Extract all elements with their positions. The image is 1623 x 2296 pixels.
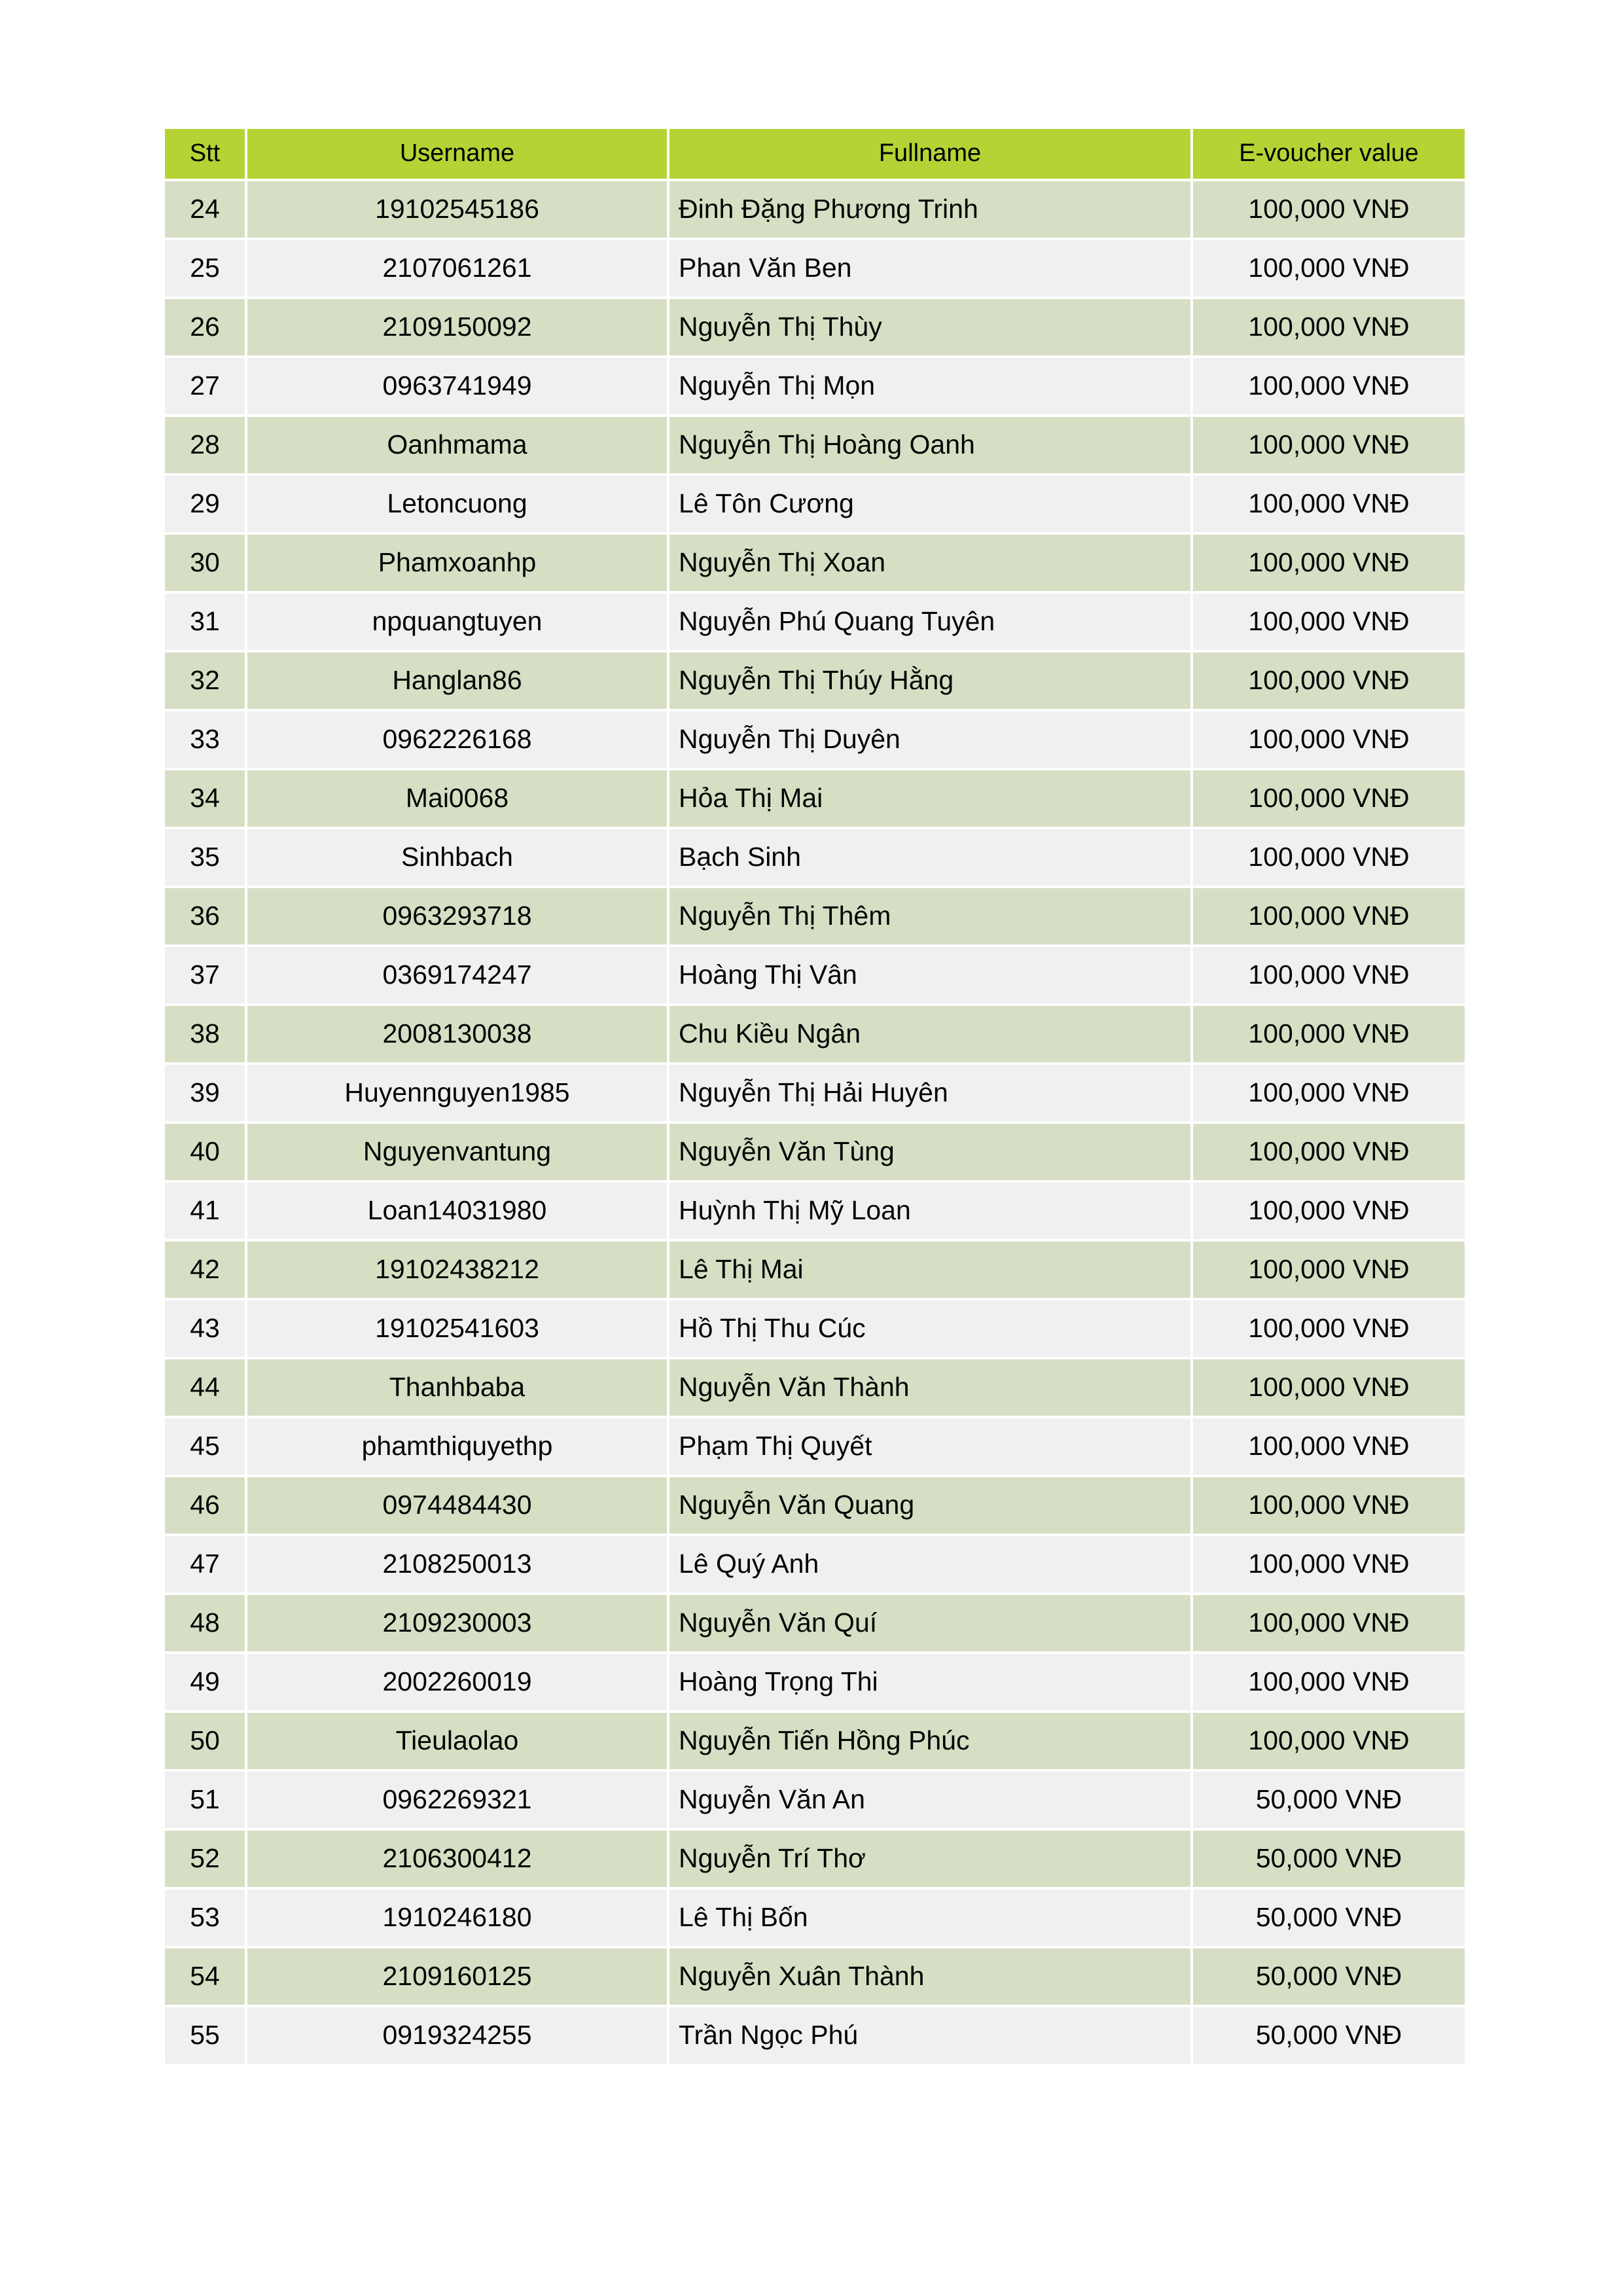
cell-voucher: 100,000 VNĐ [1193, 888, 1465, 944]
cell-username: Mai0068 [247, 770, 667, 827]
cell-fullname: Lê Thị Mai [669, 1242, 1190, 1298]
table-row [165, 653, 1465, 709]
cell-fullname: Lê Thị Bốn [669, 1890, 1190, 1946]
cell-stt: 49 [165, 1654, 245, 1710]
cell-voucher: 50,000 VNĐ [1193, 1772, 1465, 1828]
cell-fullname: Nguyễn Xuân Thành [669, 1948, 1190, 2005]
cell-stt: 44 [165, 1359, 245, 1416]
cell-username: 2002260019 [247, 1654, 667, 1710]
table-row [165, 1300, 1465, 1357]
table-row [165, 1242, 1465, 1298]
cell-voucher: 100,000 VNĐ [1193, 358, 1465, 414]
cell-username: 19102541603 [247, 1300, 667, 1357]
cell-voucher: 100,000 VNĐ [1193, 1183, 1465, 1239]
cell-username: 0974484430 [247, 1477, 667, 1534]
table-row [165, 1948, 1465, 2005]
cell-username: 0963741949 [247, 358, 667, 414]
cell-username: 2109230003 [247, 1595, 667, 1651]
cell-voucher: 100,000 VNĐ [1193, 1654, 1465, 1710]
cell-username: Nguyenvantung [247, 1124, 667, 1180]
cell-fullname: Hỏa Thị Mai [669, 770, 1190, 827]
cell-username: 2108250013 [247, 1536, 667, 1592]
cell-username: Huyennguyen1985 [247, 1065, 667, 1121]
table-row [165, 417, 1465, 473]
cell-username: Loan14031980 [247, 1183, 667, 1239]
cell-username: 0369174247 [247, 947, 667, 1003]
cell-voucher: 100,000 VNĐ [1193, 1595, 1465, 1651]
cell-stt: 28 [165, 417, 245, 473]
cell-voucher: 100,000 VNĐ [1193, 1359, 1465, 1416]
cell-voucher: 50,000 VNĐ [1193, 1831, 1465, 1887]
table-row [165, 358, 1465, 414]
cell-voucher: 50,000 VNĐ [1193, 2007, 1465, 2064]
cell-username: Oanhmama [247, 417, 667, 473]
cell-voucher: 100,000 VNĐ [1193, 1536, 1465, 1592]
cell-fullname: Nguyễn Thị Thùy [669, 299, 1190, 355]
cell-voucher: 50,000 VNĐ [1193, 1948, 1465, 2005]
cell-stt: 35 [165, 829, 245, 886]
table-header [165, 129, 1465, 179]
cell-username: 19102438212 [247, 1242, 667, 1298]
cell-username: Thanhbaba [247, 1359, 667, 1416]
table-row [165, 770, 1465, 827]
cell-stt: 46 [165, 1477, 245, 1534]
cell-username: phamthiquyethp [247, 1418, 667, 1475]
table-row [165, 535, 1465, 591]
cell-voucher: 100,000 VNĐ [1193, 594, 1465, 650]
cell-stt: 24 [165, 181, 245, 238]
cell-username: 1910246180 [247, 1890, 667, 1946]
cell-fullname: Nguyễn Thị Hoàng Oanh [669, 417, 1190, 473]
cell-stt: 31 [165, 594, 245, 650]
cell-username: 0962226168 [247, 711, 667, 768]
cell-username: Hanglan86 [247, 653, 667, 709]
cell-stt: 53 [165, 1890, 245, 1946]
cell-stt: 42 [165, 1242, 245, 1298]
cell-stt: 37 [165, 947, 245, 1003]
cell-username: 2109160125 [247, 1948, 667, 2005]
cell-voucher: 100,000 VNĐ [1193, 476, 1465, 532]
cell-fullname: Nguyễn Tiến Hồng Phúc [669, 1713, 1190, 1769]
table-row [165, 594, 1465, 650]
cell-fullname: Phạm Thị Quyết [669, 1418, 1190, 1475]
voucher-table-container [162, 126, 1465, 2066]
column-header-voucher: E-voucher value [1193, 129, 1465, 179]
cell-voucher: 100,000 VNĐ [1193, 1242, 1465, 1298]
table-row [165, 1595, 1465, 1651]
table-row [165, 476, 1465, 532]
cell-stt: 32 [165, 653, 245, 709]
cell-fullname: Nguyễn Văn Tùng [669, 1124, 1190, 1180]
cell-fullname: Nguyễn Văn An [669, 1772, 1190, 1828]
cell-stt: 43 [165, 1300, 245, 1357]
cell-stt: 34 [165, 770, 245, 827]
cell-voucher: 100,000 VNĐ [1193, 947, 1465, 1003]
cell-fullname: Lê Quý Anh [669, 1536, 1190, 1592]
cell-username: 0962269321 [247, 1772, 667, 1828]
cell-voucher: 100,000 VNĐ [1193, 240, 1465, 296]
cell-fullname: Nguyễn Văn Quang [669, 1477, 1190, 1534]
cell-fullname: Nguyễn Văn Thành [669, 1359, 1190, 1416]
cell-stt: 51 [165, 1772, 245, 1828]
table-header-row [165, 129, 1465, 179]
table-row [165, 1183, 1465, 1239]
table-row [165, 888, 1465, 944]
table-row [165, 1006, 1465, 1062]
cell-voucher: 100,000 VNĐ [1193, 1418, 1465, 1475]
table-row [165, 1713, 1465, 1769]
cell-fullname: Nguyễn Thị Thúy Hằng [669, 653, 1190, 709]
cell-fullname: Chu Kiều Ngân [669, 1006, 1190, 1062]
cell-voucher: 100,000 VNĐ [1193, 1300, 1465, 1357]
cell-fullname: Nguyễn Thị Mọn [669, 358, 1190, 414]
cell-stt: 41 [165, 1183, 245, 1239]
cell-voucher: 100,000 VNĐ [1193, 711, 1465, 768]
cell-voucher: 100,000 VNĐ [1193, 770, 1465, 827]
cell-username: 2008130038 [247, 1006, 667, 1062]
cell-fullname: Phan Văn Ben [669, 240, 1190, 296]
cell-username: 19102545186 [247, 181, 667, 238]
cell-fullname: Hoàng Trọng Thi [669, 1654, 1190, 1710]
cell-voucher: 50,000 VNĐ [1193, 1890, 1465, 1946]
cell-username: 2106300412 [247, 1831, 667, 1887]
cell-fullname: Trần Ngọc Phú [669, 2007, 1190, 2064]
cell-fullname: Nguyễn Trí Thơ [669, 1831, 1190, 1887]
table-row [165, 1418, 1465, 1475]
cell-username: 0963293718 [247, 888, 667, 944]
cell-stt: 33 [165, 711, 245, 768]
table-body [165, 181, 1465, 2064]
cell-fullname: Đinh Đặng Phương Trinh [669, 181, 1190, 238]
table-row [165, 1065, 1465, 1121]
cell-voucher: 100,000 VNĐ [1193, 1477, 1465, 1534]
cell-voucher: 100,000 VNĐ [1193, 417, 1465, 473]
cell-voucher: 100,000 VNĐ [1193, 1065, 1465, 1121]
cell-stt: 52 [165, 1831, 245, 1887]
table-row [165, 181, 1465, 238]
table-row [165, 1890, 1465, 1946]
cell-voucher: 100,000 VNĐ [1193, 829, 1465, 886]
cell-fullname: Hồ Thị Thu Cúc [669, 1300, 1190, 1357]
cell-fullname: Nguyễn Văn Quí [669, 1595, 1190, 1651]
cell-voucher: 100,000 VNĐ [1193, 1006, 1465, 1062]
table-row [165, 829, 1465, 886]
cell-voucher: 100,000 VNĐ [1193, 299, 1465, 355]
cell-username: Sinhbach [247, 829, 667, 886]
table-row [165, 1831, 1465, 1887]
cell-fullname: Nguyễn Thị Thêm [669, 888, 1190, 944]
cell-fullname: Nguyễn Thị Xoan [669, 535, 1190, 591]
cell-fullname: Nguyễn Phú Quang Tuyên [669, 594, 1190, 650]
cell-username: Tieulaolao [247, 1713, 667, 1769]
cell-username: Phamxoanhp [247, 535, 667, 591]
cell-stt: 40 [165, 1124, 245, 1180]
table-row [165, 1536, 1465, 1592]
cell-fullname: Nguyễn Thị Duyên [669, 711, 1190, 768]
cell-stt: 54 [165, 1948, 245, 2005]
cell-stt: 45 [165, 1418, 245, 1475]
cell-username: Letoncuong [247, 476, 667, 532]
column-header-stt: Stt [165, 129, 245, 179]
cell-stt: 27 [165, 358, 245, 414]
cell-fullname: Hoàng Thị Vân [669, 947, 1190, 1003]
table-row [165, 299, 1465, 355]
table-row [165, 1359, 1465, 1416]
cell-fullname: Lê Tôn Cương [669, 476, 1190, 532]
table-row [165, 1654, 1465, 1710]
cell-voucher: 100,000 VNĐ [1193, 653, 1465, 709]
column-header-username: Username [247, 129, 667, 179]
cell-username: npquangtuyen [247, 594, 667, 650]
cell-voucher: 100,000 VNĐ [1193, 181, 1465, 238]
cell-username: 2109150092 [247, 299, 667, 355]
evoucher-winners-table [162, 126, 1467, 2066]
table-row [165, 711, 1465, 768]
cell-voucher: 100,000 VNĐ [1193, 1713, 1465, 1769]
cell-stt: 55 [165, 2007, 245, 2064]
cell-fullname: Nguyễn Thị Hải Huyên [669, 1065, 1190, 1121]
table-row [165, 2007, 1465, 2064]
table-row [165, 1477, 1465, 1534]
cell-voucher: 100,000 VNĐ [1193, 535, 1465, 591]
cell-stt: 29 [165, 476, 245, 532]
cell-stt: 39 [165, 1065, 245, 1121]
table-row [165, 1772, 1465, 1828]
cell-stt: 30 [165, 535, 245, 591]
cell-username: 2107061261 [247, 240, 667, 296]
table-row [165, 240, 1465, 296]
table-row [165, 947, 1465, 1003]
cell-fullname: Bạch Sinh [669, 829, 1190, 886]
cell-voucher: 100,000 VNĐ [1193, 1124, 1465, 1180]
cell-stt: 36 [165, 888, 245, 944]
table-row [165, 1124, 1465, 1180]
cell-stt: 26 [165, 299, 245, 355]
cell-stt: 48 [165, 1595, 245, 1651]
cell-stt: 47 [165, 1536, 245, 1592]
cell-stt: 25 [165, 240, 245, 296]
cell-username: 0919324255 [247, 2007, 667, 2064]
cell-fullname: Huỳnh Thị Mỹ Loan [669, 1183, 1190, 1239]
column-header-fullname: Fullname [669, 129, 1190, 179]
cell-stt: 38 [165, 1006, 245, 1062]
cell-stt: 50 [165, 1713, 245, 1769]
